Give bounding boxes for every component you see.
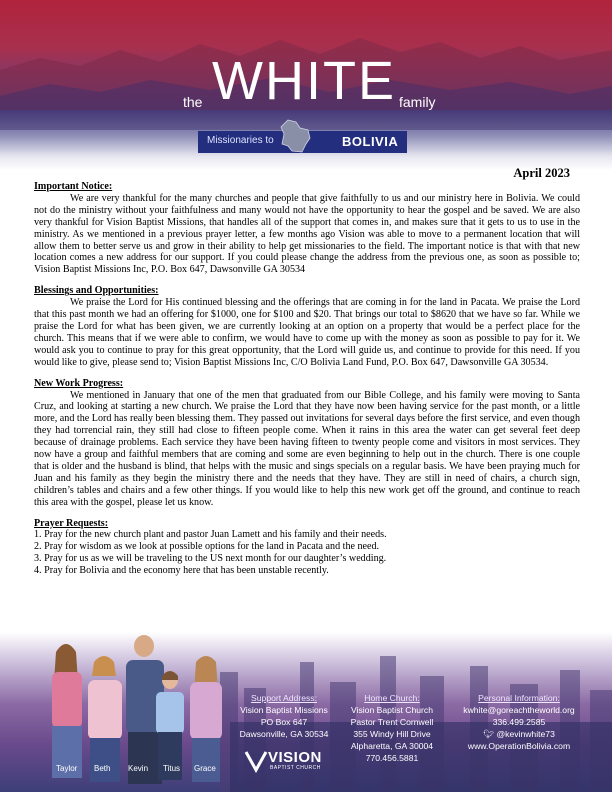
- name-label-kevin: Kevin: [128, 764, 149, 773]
- church-line: Vision Baptist Church: [350, 705, 433, 715]
- support-line: PO Box 647: [260, 717, 308, 727]
- support-address-block: [228, 692, 340, 740]
- section-heading: Important Notice:: [34, 181, 113, 192]
- blessings-section: [34, 285, 580, 368]
- support-line: Vision Baptist Missions: [240, 705, 328, 715]
- missionaries-to-label: Missionaries to: [207, 135, 274, 146]
- list-item: 1. Pray for the new church plant and pastor Juan Lamett and his family and their needs.: [34, 529, 387, 541]
- twitter-handle[interactable]: [444, 728, 594, 740]
- twitter-bird-icon: 🐦︎: [483, 729, 495, 739]
- personal-info-title: Personal Information:: [478, 693, 560, 703]
- person-taylor: [52, 644, 82, 778]
- section-paragraph: We mentioned in January that one of the men that graduated from our Bible College, and his family were moving to Santa Cruz, and looking at starting a new church. We praise the Lord that they have now been having service for the past month, or a little more, and the Lord has really been blessing them. They passed out invitations for several days before the first service, and even though they had torrencial rain, they still had close to fifteen people come. When it rains in this area the water can get several feet deep because of drainage problems. Each service they have been having fifteen to twenty people come and visitors in most services. They now have a group and faithful members that are coming and some are even beginning to help out in the church. There is one couple that is older and the husband is blind, that helps with the music and sings specials on a regular basis. We have been praying much for Juan and his family as they begin the ministry there and the needs that they have. They are still in need of chairs, a church sign, children’s tables and chairs and a few other things. If you would like to help this new work get off the ground, and continue to reach this area with the gospel, please let us know.: [34, 389, 580, 508]
- section-heading: Blessings and Opportunities:: [34, 285, 159, 297]
- section-paragraph: We praise the Lord for His continued blessing and the offerings that are coming in for the land in Pacata. We praise the Lord that this past month we had an offering for $1000, one for $100 and $20. That brings our total to $8620 that we have so far. While we praise the Lord for what has been given, we are currently looking at an option on a property that would be a perfect place for the church. This means that if we were able to confirm, we would have to come up with the money as soon as possible to pay for it. We would ask you to continue to pray for this great opportunity, that the Lord will guide us, and continue to provide for this need. If you would like to give, please send to; Vision Baptist Missions Inc, C/O Bolivia Land Fund, P.O. Box 647, Dawsonville GA 30534.: [34, 297, 580, 368]
- prayer-list: [34, 529, 580, 577]
- bolivia-map-icon: [278, 118, 312, 154]
- personal-info-block: [444, 692, 594, 752]
- list-item: 3. Pray for us as we will be traveling to the US next month for our daughter’s wedding.: [34, 553, 387, 565]
- letter-body: [34, 181, 580, 586]
- section-heading: Prayer Requests:: [34, 517, 109, 529]
- letter-header: [0, 0, 612, 170]
- support-address-title: Support Address:: [251, 693, 317, 703]
- important-notice-section: [34, 181, 580, 276]
- name-label-taylor: Taylor: [56, 764, 78, 773]
- list-item: 2. Pray for wisdom as we look at possible options for the land in Pacata and the need.: [34, 541, 380, 553]
- vision-logo-subtext: BAPTIST CHURCH: [270, 765, 321, 771]
- name-label-beth: Beth: [94, 764, 111, 773]
- twitter-handle-text: @kevinwhite73: [496, 729, 555, 739]
- vision-logo-text: VISION: [268, 749, 322, 766]
- church-line: Alpharetta, GA 30004: [350, 741, 434, 751]
- header-family-text: family: [399, 94, 436, 110]
- website-link[interactable]: www.OperationBolivia.com: [467, 741, 571, 751]
- home-church-title: Home Church:: [364, 693, 420, 703]
- section-paragraph: We are very thankful for the many churches and people that give faithfully to us and our ministry here in Bolivia. We could not do the ministry without your faithfulness and many would not have the opportunity to hear the gospel and be saved. We are also very thankful for Vision Baptist Missions, that handles all of the support that comes in, and makes sure that it gets to us to use in the ministry. As we mentioned in a previous prayer letter, a few months ago Vision was able to move to a permanent location that will allow them to better serve us and grow in their ability to help get missionaries to the field. The important notice is that with that new location comes a new address for our support. If you could please change the address from the previous one, as soon as possible to; Vision Baptist Missions Inc, P.O. Box 647, Dawsonville GA 30534: [34, 192, 580, 276]
- church-phone: 770.456.5881: [365, 753, 419, 763]
- home-church-block: [338, 692, 446, 764]
- email-link[interactable]: kwhite@goreachtheworld.org: [463, 705, 575, 715]
- section-heading: New Work Progress:: [34, 377, 124, 389]
- church-line: Pastor Trent Cornwell: [350, 717, 434, 727]
- phone-number: 336.499.2585: [492, 717, 546, 727]
- name-label-grace: Grace: [194, 764, 216, 773]
- support-line: Dawsonville, GA 30534: [239, 729, 329, 739]
- church-line: 355 Windy Hill Drive: [353, 729, 431, 739]
- list-item: 4. Pray for Bolivia and the economy here that has been unstable recently.: [34, 565, 329, 577]
- letter-footer: [0, 632, 612, 792]
- country-label: BOLIVIA: [342, 134, 399, 149]
- prayer-requests-section: [34, 518, 580, 578]
- letter-date: April 2023: [513, 166, 570, 180]
- new-work-section: [34, 378, 580, 509]
- header-surname: WHITE: [212, 51, 396, 111]
- header-the-text: the: [183, 94, 203, 110]
- name-label-titus: Titus: [163, 764, 181, 773]
